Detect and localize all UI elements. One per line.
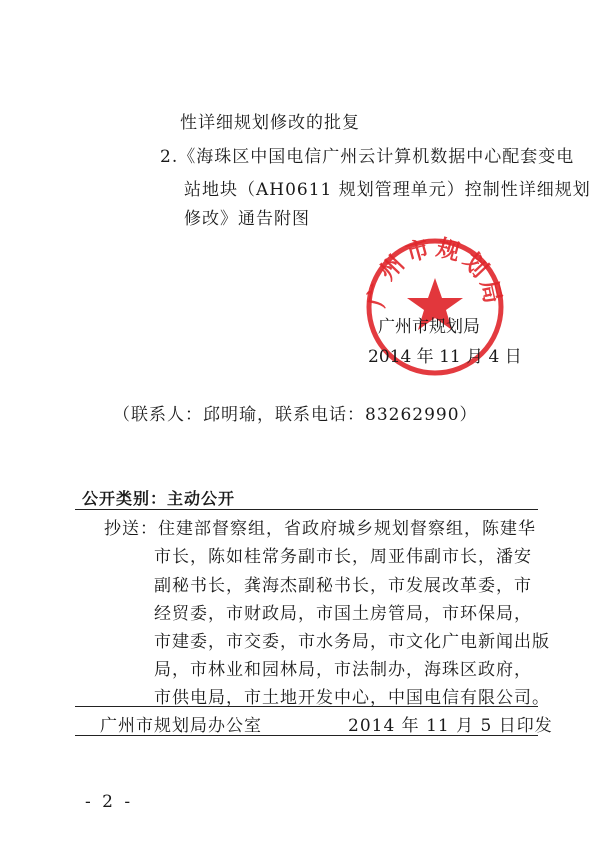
cc-line-6: 局，市林业和园林局，市法制办，海珠区政府， bbox=[154, 660, 532, 680]
footer-issuer: 广州市规划局办公室 bbox=[100, 716, 262, 736]
contact-line: （联系人：邱明瑜，联系电话：83262990） bbox=[113, 405, 478, 425]
item2-line1: 2.《海珠区中国电信广州云计算机数据中心配套变电 bbox=[160, 147, 575, 167]
item1-tail: 性详细规划修改的批复 bbox=[180, 113, 360, 133]
signature-org: 广州市规划局 bbox=[378, 317, 480, 337]
cc-line-5: 市建委，市交委，市水务局，市文化广电新闻出版 bbox=[154, 632, 550, 652]
signature-date: 2014 年 11 月 4 日 bbox=[368, 347, 522, 367]
cc-line-2: 市长，陈如桂常务副市长，周亚伟副市长，潘安 bbox=[154, 547, 532, 567]
divider-middle bbox=[75, 706, 538, 707]
item2-line2: 站地块（AH0611 规划管理单元）控制性详细规划 bbox=[184, 180, 591, 200]
item2-line3: 修改》通告附图 bbox=[184, 209, 310, 229]
svg-text:广州市规划局: 广州市规划局 bbox=[363, 234, 507, 310]
page-number: - 2 - bbox=[85, 792, 134, 812]
cc-line-4: 经贸委，市财政局，市国土房管局，市环保局， bbox=[154, 604, 532, 624]
disclosure-category: 公开类别：主动公开 bbox=[82, 489, 236, 508]
cc-line-7: 市供电局，市土地开发中心，中国电信有限公司。 bbox=[154, 688, 550, 708]
cc-line-1: 抄送：住建部督察组，省政府城乡规划督察组，陈建华 bbox=[104, 519, 536, 539]
footer-issue-date: 2014 年 11 月 5 日印发 bbox=[348, 716, 553, 736]
cc-line-3: 副秘书长，龚海杰副秘书长，市发展改革委，市 bbox=[154, 576, 532, 596]
divider-bottom bbox=[75, 735, 538, 736]
divider-top bbox=[75, 509, 538, 510]
